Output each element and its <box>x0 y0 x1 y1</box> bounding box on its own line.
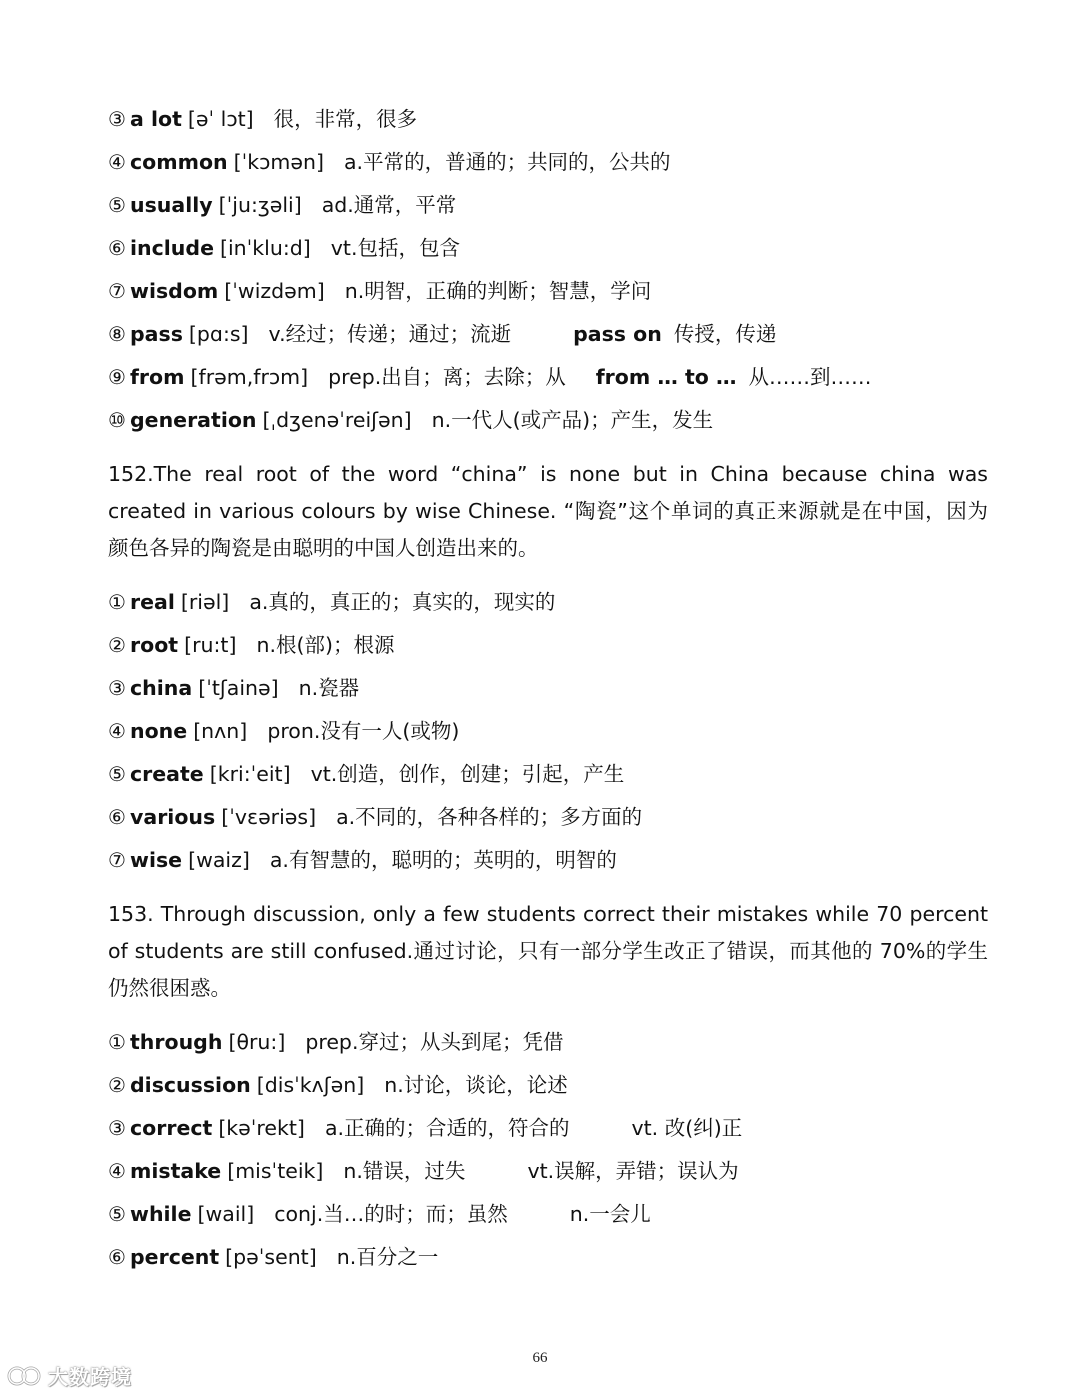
phonetic: [ˈkɔmən] <box>233 150 324 174</box>
item-number: ⑤ <box>108 193 126 217</box>
phonetic: [kəˈrekt] <box>218 1116 305 1140</box>
definition: n.根(部)；根源 <box>256 633 395 657</box>
vocab-line <box>108 753 988 796</box>
phonetic: [ru:t] <box>184 633 237 657</box>
vocab-word: discussion <box>130 1073 251 1097</box>
phonetic: [ˌdʒenəˈreiʃən] <box>262 408 412 432</box>
vocab-word: a lot <box>130 107 182 131</box>
item-number: ③ <box>108 676 126 700</box>
vocab-list-2 <box>108 581 988 882</box>
phonetic: [ˈtʃainə] <box>198 676 279 700</box>
vocab-line <box>108 710 988 753</box>
vocab-line <box>108 141 988 184</box>
definition: v.经过；传递；通过；流逝 <box>268 322 512 346</box>
vocab-line <box>108 98 988 141</box>
definition: prep.出自；离；去除；从 <box>328 365 566 389</box>
definition: n.错误，过失 <box>343 1159 466 1183</box>
vocab-word: china <box>130 676 193 700</box>
vocab-word: root <box>130 633 179 657</box>
phonetic: [ˈju:ʒəli] <box>218 193 302 217</box>
definition: n.明智，正确的判断；智慧，学问 <box>344 279 652 303</box>
definition: a.有智慧的，聪明的；英明的，明智的 <box>269 848 617 872</box>
watermark-text: 大数跨境 <box>48 1364 132 1389</box>
definition: prep.穿过；从头到尾；凭借 <box>305 1030 564 1054</box>
phonetic: [inˈklu:d] <box>219 236 311 260</box>
item-number: ⑥ <box>108 805 126 829</box>
vocab-line <box>108 313 988 356</box>
phonetic: [ˈwizdəm] <box>224 279 325 303</box>
document-page <box>108 98 988 1279</box>
vocab-word: mistake <box>130 1159 222 1183</box>
item-number: ③ <box>108 1116 126 1140</box>
vocab-line <box>108 227 988 270</box>
item-number: ② <box>108 633 126 657</box>
phonetic: [θru:] <box>228 1030 286 1054</box>
vocab-line <box>108 270 988 313</box>
vocab-line <box>108 184 988 227</box>
second-definition: vt.误解，弄错；误认为 <box>527 1159 739 1183</box>
example-sentence-153: 153. Through discussion, only a few students correct their mistakes while 70 percent of students are still confused.通过讨论，只有一部分学生改正了错误，而其他的 70%的学生仍然很困惑。 <box>108 902 988 1000</box>
second-definition: n.一会儿 <box>569 1202 651 1226</box>
vocab-word: correct <box>130 1116 213 1140</box>
vocab-word: while <box>130 1202 192 1226</box>
phonetic: [frəm,frɔm] <box>190 365 309 389</box>
vocab-word: generation <box>130 408 257 432</box>
phonetic: [pəˈsent] <box>225 1245 317 1269</box>
watermark <box>6 1360 132 1390</box>
vocab-list-3 <box>108 1021 988 1279</box>
vocab-list-1 <box>108 98 988 442</box>
second-definition: vt. 改(纠)正 <box>631 1116 743 1140</box>
vocab-line <box>108 1236 988 1279</box>
vocab-word: usually <box>130 193 213 217</box>
vocab-line <box>108 1193 988 1236</box>
definition: n.百分之一 <box>336 1245 439 1269</box>
watermark-logo-icon <box>6 1363 42 1387</box>
phrase-definition: 传授，传递 <box>673 322 777 346</box>
phonetic: [wail] <box>197 1202 255 1226</box>
definition: conj.当…的时；而；虽然 <box>274 1202 508 1226</box>
phrase: pass on <box>573 322 662 346</box>
vocab-word: wise <box>130 848 183 872</box>
vocab-word: wisdom <box>130 279 219 303</box>
item-number: ① <box>108 1030 126 1054</box>
item-number: ⑥ <box>108 1245 126 1269</box>
phonetic: [pɑ:s] <box>188 322 249 346</box>
vocab-word: none <box>130 719 188 743</box>
example-sentence-152: 152.The real root of the word “china” is none but in China because china was created in various colours by wise Chinese. “陶瓷”这个单词的真正来源就是在中国，因为颜色各异的陶瓷是由聪明的中国人创造出来的。 <box>108 462 988 560</box>
page-number: 66 <box>532 1350 548 1366</box>
definition: n.瓷器 <box>298 676 360 700</box>
vocab-word: various <box>130 805 216 829</box>
item-number: ④ <box>108 1159 126 1183</box>
definition: a.平常的，普通的；共同的，公共的 <box>343 150 671 174</box>
item-number: ⑧ <box>108 322 126 346</box>
vocab-line <box>108 1064 988 1107</box>
phonetic: [ˈvɛəriəs] <box>221 805 317 829</box>
definition: vt.创造，创作，创建；引起，产生 <box>310 762 625 786</box>
item-number: ⑤ <box>108 762 126 786</box>
vocab-line <box>108 796 988 839</box>
definition: a.正确的；合适的，符合的 <box>324 1116 570 1140</box>
vocab-line <box>108 399 988 442</box>
phonetic: [əˈ lɔt] <box>187 107 254 131</box>
definition: a.真的，真正的；真实的，现实的 <box>249 590 556 614</box>
vocab-word: through <box>130 1030 223 1054</box>
item-number: ⑦ <box>108 279 126 303</box>
vocab-word: from <box>130 365 185 389</box>
item-number: ② <box>108 1073 126 1097</box>
vocab-line <box>108 624 988 667</box>
vocab-line <box>108 581 988 624</box>
item-number: ④ <box>108 719 126 743</box>
vocab-word: real <box>130 590 175 614</box>
vocab-word: include <box>130 236 214 260</box>
definition: n.一代人(或产品)；产生，发生 <box>431 408 714 432</box>
phonetic: [nʌn] <box>193 719 248 743</box>
definition: pron.没有一人(或物) <box>267 719 460 743</box>
definition: ad.通常，平常 <box>321 193 457 217</box>
vocab-line <box>108 839 988 882</box>
vocab-word: common <box>130 150 228 174</box>
vocab-line <box>108 1021 988 1064</box>
item-number: ⑦ <box>108 848 126 872</box>
phonetic: [waiz] <box>188 848 250 872</box>
vocab-word: percent <box>130 1245 220 1269</box>
item-number: ④ <box>108 150 126 174</box>
vocab-line <box>108 1107 988 1150</box>
definition: vt.包括，包含 <box>330 236 460 260</box>
definition: n.讨论，谈论，论述 <box>384 1073 568 1097</box>
vocab-line <box>108 1150 988 1193</box>
phrase-definition: 从……到…… <box>748 365 872 389</box>
definition: 很，非常，很多 <box>273 107 418 131</box>
phonetic: [disˈkʌʃən] <box>256 1073 365 1097</box>
phonetic: [misˈteik] <box>227 1159 324 1183</box>
phonetic: [riəl] <box>180 590 230 614</box>
item-number: ③ <box>108 107 126 131</box>
item-number: ① <box>108 590 126 614</box>
vocab-line <box>108 667 988 710</box>
phrase: from … to … <box>595 365 737 389</box>
item-number: ⑤ <box>108 1202 126 1226</box>
vocab-word: create <box>130 762 204 786</box>
phonetic: [kri:ˈeit] <box>209 762 291 786</box>
item-number: ⑨ <box>108 365 126 389</box>
item-number: ⑩ <box>108 408 126 432</box>
item-number: ⑥ <box>108 236 126 260</box>
definition: a.不同的，各种各样的；多方面的 <box>336 805 643 829</box>
vocab-line <box>108 356 988 399</box>
vocab-word: pass <box>130 322 183 346</box>
